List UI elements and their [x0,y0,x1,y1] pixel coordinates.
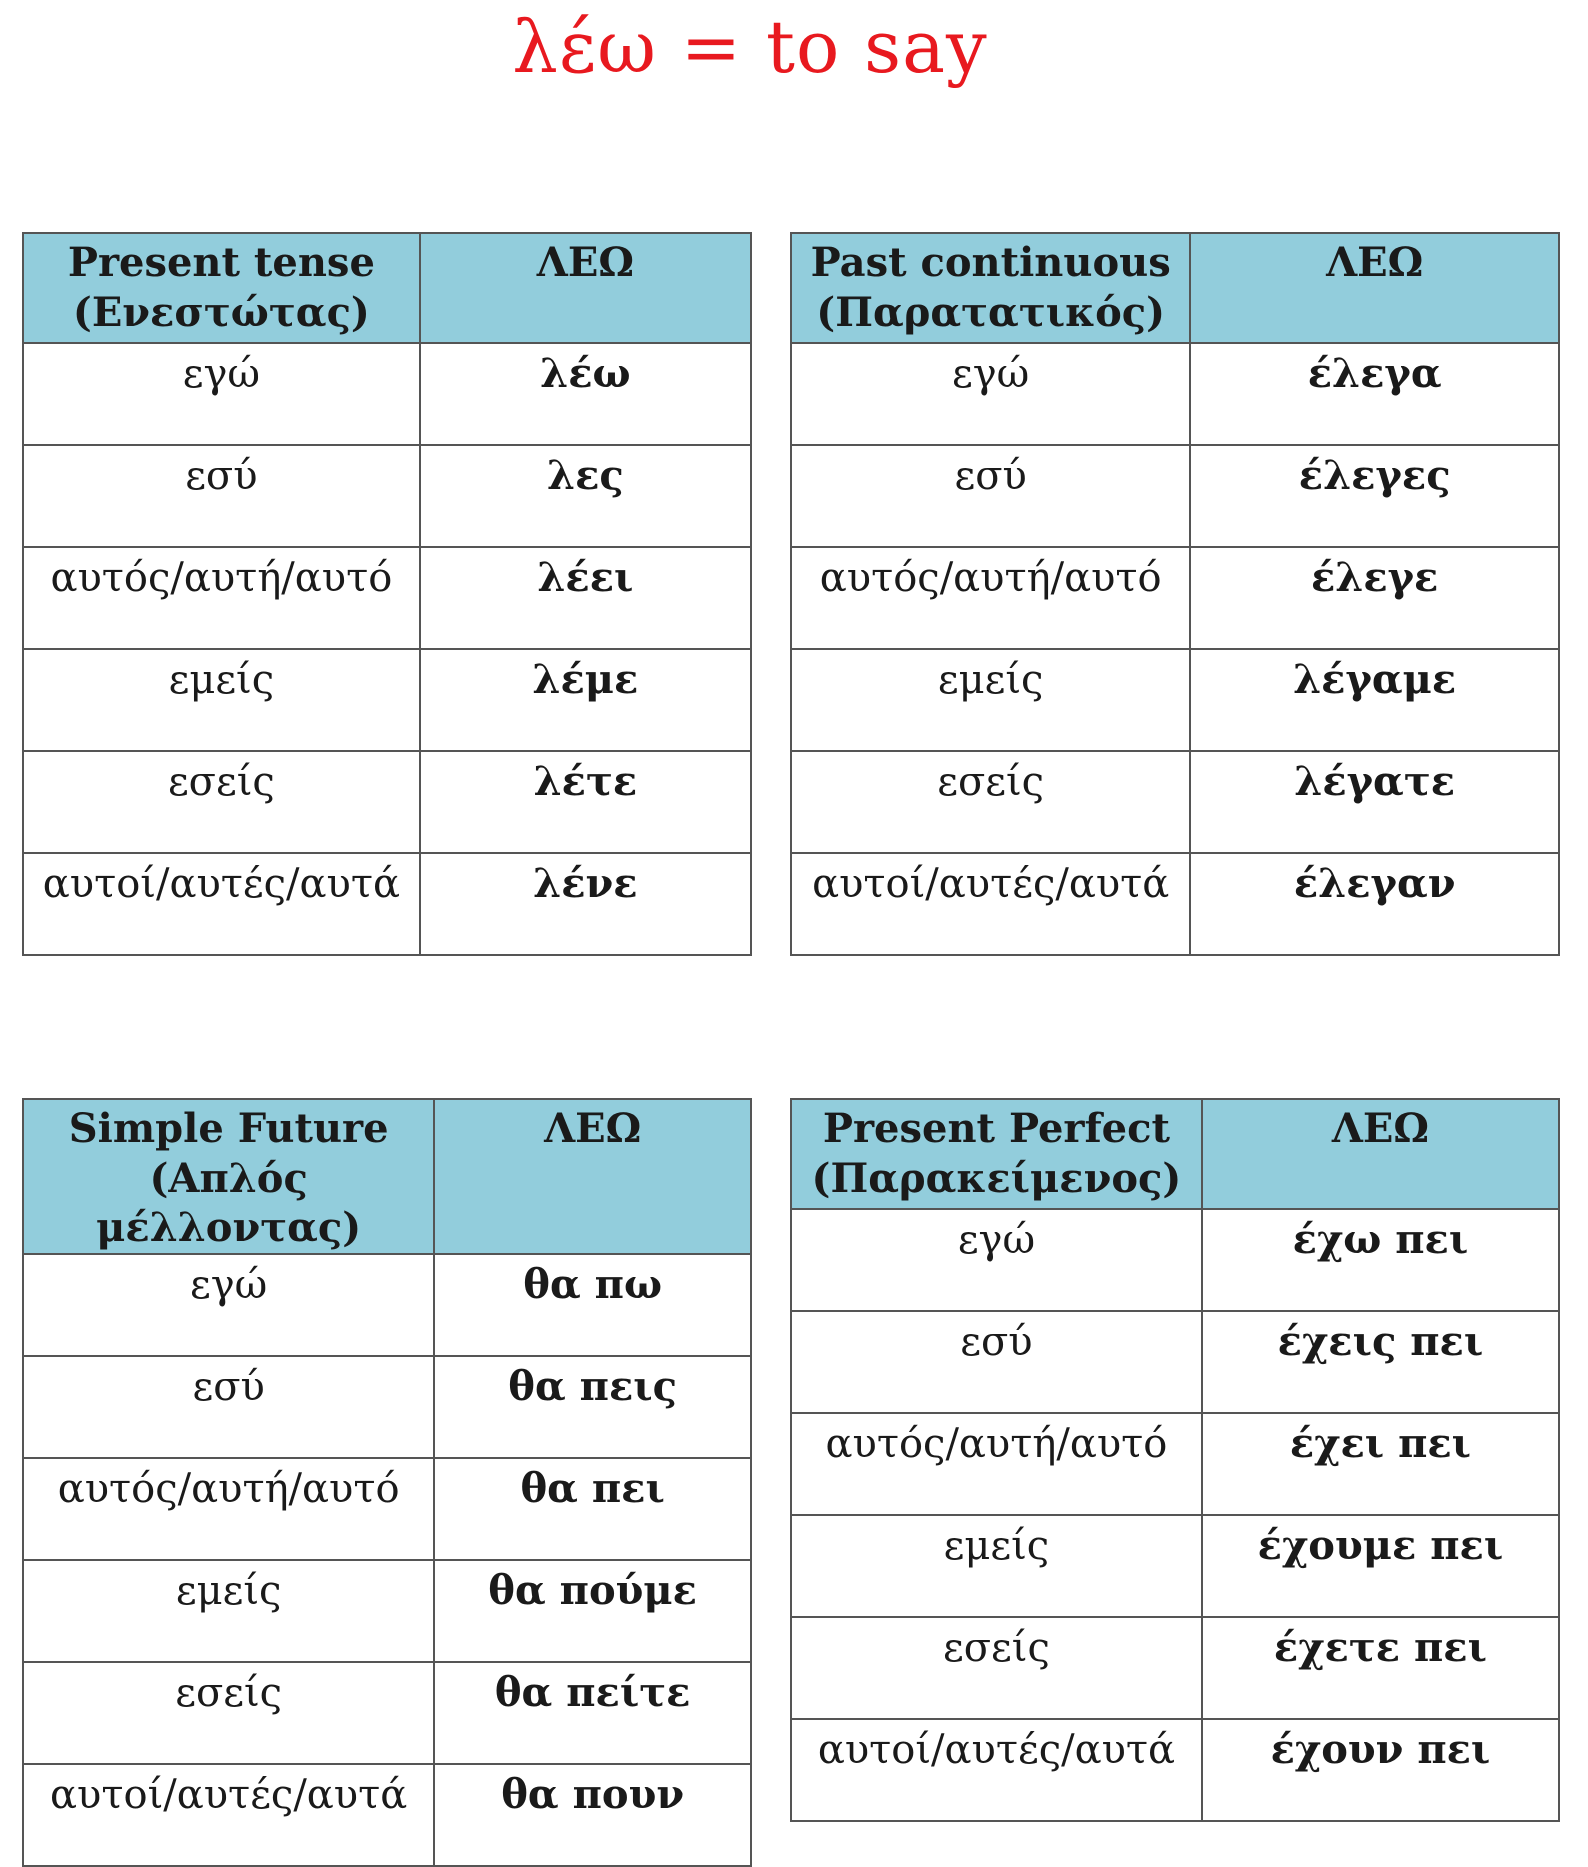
tense-name: Simple Future [68,1105,389,1152]
tense-greek-name: (Παρατατικός) [816,288,1166,336]
table-row [791,853,1559,955]
pronoun-cell: αυτός/αυτή/αυτό [791,547,1190,649]
pronoun-cell: αυτός/αυτή/αυτό [791,1413,1202,1515]
verb-form-cell: έλεγες [1190,445,1559,547]
verb-form-cell: λέω [420,343,751,445]
verb-form-cell: λέγατε [1190,751,1559,853]
table-row [791,1413,1559,1515]
pronoun-cell: εσύ [23,445,420,547]
pronoun-cell: εμείς [23,1560,434,1662]
pronoun-cell: αυτός/αυτή/αυτό [23,1458,434,1560]
simple-future-table [22,1098,752,1867]
verb-form-cell: λες [420,445,751,547]
table-row [791,1209,1559,1311]
table-row [791,1617,1559,1719]
tense-greek-name: (Ενεστώτας) [72,288,370,336]
pronoun-cell: εγώ [23,343,420,445]
verb-form-cell: έχει πει [1202,1413,1559,1515]
verb-form-cell: λέγαμε [1190,649,1559,751]
table-row [791,1719,1559,1821]
verb-header: ΛΕΩ [1190,233,1559,343]
pronoun-cell: εσείς [23,1662,434,1764]
table-row [23,1662,751,1764]
verb-form-cell: θα πούμε [434,1560,751,1662]
verb-form-cell: έλεγα [1190,343,1559,445]
table-row [791,445,1559,547]
table-row [23,853,751,955]
pronoun-cell: εσείς [791,1617,1202,1719]
tense-greek-name: (Απλός μέλλοντας) [96,1154,362,1252]
verb-form-cell: έχω πει [1202,1209,1559,1311]
verb-form-cell: θα πει [434,1458,751,1560]
verb-form-cell: έχετε πει [1202,1617,1559,1719]
pronoun-cell: αυτοί/αυτές/αυτά [791,1719,1202,1821]
pronoun-cell: αυτοί/αυτές/αυτά [791,853,1190,955]
pronoun-cell: εσύ [23,1356,434,1458]
verb-form-cell: έχουν πει [1202,1719,1559,1821]
verb-form-cell: έλεγε [1190,547,1559,649]
table-row [23,547,751,649]
past-continuous-table [790,232,1560,956]
tense-name: Present tense [67,239,375,286]
verb-form-cell: λέτε [420,751,751,853]
pronoun-cell: αυτοί/αυτές/αυτά [23,1764,434,1866]
tense-name: Past continuous [810,239,1171,286]
pronoun-cell: εσείς [791,751,1190,853]
verb-form-cell: θα πω [434,1254,751,1356]
table-row [23,1254,751,1356]
table-row [23,649,751,751]
verb-form-cell: έλεγαν [1190,853,1559,955]
verb-header: ΛΕΩ [434,1099,751,1254]
tense-greek-name: (Παρακείμενος) [811,1154,1182,1202]
pronoun-cell: αυτός/αυτή/αυτό [23,547,420,649]
verb-form-cell: θα πεις [434,1356,751,1458]
table-header-row [791,1099,1559,1209]
table-row [23,1458,751,1560]
present-tense-table [22,232,752,956]
table-row [23,343,751,445]
pronoun-cell: εγώ [791,343,1190,445]
table-row [791,1515,1559,1617]
pronoun-cell: εσύ [791,1311,1202,1413]
table-row [791,343,1559,445]
table-row [23,1560,751,1662]
table-row [23,1764,751,1866]
verb-form-cell: έχεις πει [1202,1311,1559,1413]
pronoun-cell: εσύ [791,445,1190,547]
pronoun-cell: εμείς [23,649,420,751]
verb-form-cell: λέμε [420,649,751,751]
pronoun-cell: εγώ [23,1254,434,1356]
table-row [23,1356,751,1458]
pronoun-cell: εμείς [791,649,1190,751]
table-row [791,1311,1559,1413]
page-title: λέω = to say [512,5,988,89]
verb-form-cell: θα πουν [434,1764,751,1866]
verb-form-cell: λέει [420,547,751,649]
verb-header: ΛΕΩ [420,233,751,343]
table-row [23,445,751,547]
table-row [791,649,1559,751]
table-header-row [23,233,751,343]
pronoun-cell: εμείς [791,1515,1202,1617]
pronoun-cell: εγώ [791,1209,1202,1311]
verb-form-cell: λένε [420,853,751,955]
tense-header [23,1099,434,1254]
tense-header [791,1099,1202,1209]
present-perfect-table [790,1098,1560,1822]
tense-name: Present Perfect [822,1105,1170,1152]
pronoun-cell: εσείς [23,751,420,853]
table-row [23,751,751,853]
verb-form-cell: θα πείτε [434,1662,751,1764]
table-header-row [791,233,1559,343]
tense-header [23,233,420,343]
pronoun-cell: αυτοί/αυτές/αυτά [23,853,420,955]
tense-header [791,233,1190,343]
table-header-row [23,1099,751,1254]
verb-form-cell: έχουμε πει [1202,1515,1559,1617]
table-row [791,751,1559,853]
table-row [791,547,1559,649]
verb-header: ΛΕΩ [1202,1099,1559,1209]
